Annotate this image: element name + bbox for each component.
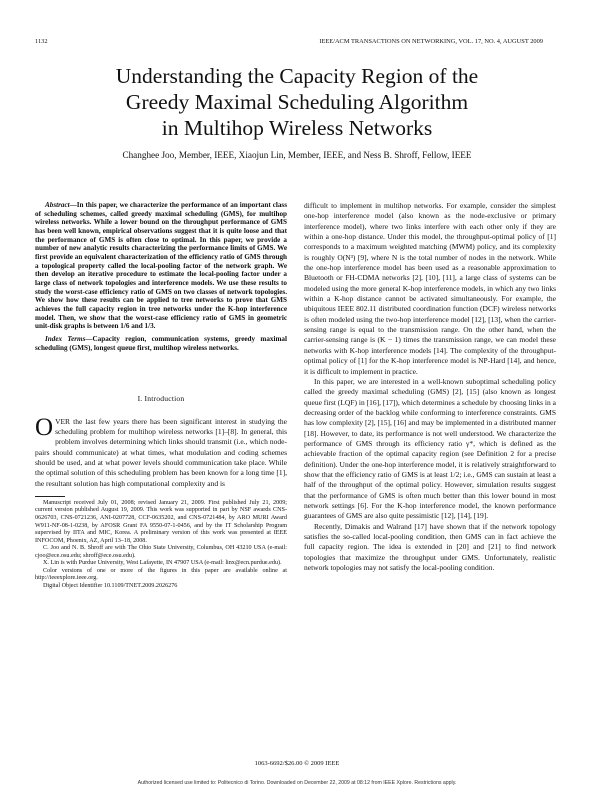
body-paragraph-3: Recently, Dimakis and Walrand [17] have shown that if the network topology satisfies the so-called local-pooling condition, then GMS can in fact achieve the full capacity region. The idea is extended in [20] and [21] to find network topologies that maximize the throughput under GMS. Unfortunately, realistic network topologies may not satisfy the local-pooling condition. bbox=[304, 521, 556, 573]
intro-paragraph bbox=[35, 413, 287, 489]
page-number: 1132 bbox=[35, 38, 48, 45]
body-paragraph-1: difficult to implement in multihop networks. For example, consider the simplest one-hop interference model (also known as the node-exclusive or primary interference model), where two links interfere with each other only if they are within a one-hop distance. Under this model, the throughput-optimal policy of [1] corresponds to a maximum weighted matching (MWM) policy, and its complexity is roughly O(N³) [9], where N is the total number of nodes in the network. While the one-hop interference model has been used as a reasonable approximation to Bluetooth or FH-CDMA networks [2], [10], [11], a large class of systems can be modeled using the more general K-hop interference models, in which any two links within a K-hop distance cannot be activated simultaneously. For example, the ubiquitous IEEE 802.11 distributed coordination function (DCF) wireless networks is often modeled using the two-hop interference model [12], [13], when the carrier-sensing range is equal to the transmission range. On the other hand, when the carrier-sensing range is (K − 1) times the transmission range, we can model these networks with K-hop interference models [14]. The complexity of the throughput-optimal policy of [1] for the K-hop interference model is NP-Hard [14], and hence, it is difficult to implement in practice. bbox=[304, 201, 556, 376]
index-terms bbox=[35, 335, 287, 352]
section-heading-introduction: I. Introduction bbox=[137, 394, 185, 404]
journal-header: IEEE/ACM TRANSACTIONS ON NETWORKING, VOL. 17, NO. 4, AUGUST 2009 bbox=[319, 38, 543, 45]
abstract bbox=[35, 201, 287, 331]
footnote-color-versions: Color versions of one or more of the figures in this paper are available online at http://ieeexplore.ieee.org. bbox=[35, 567, 287, 582]
body-paragraph-2: In this paper, we are interested in a well-known suboptimal scheduling policy called the greedy maximal scheduling (GMS) [2], [15] (also known as longest queue first (LQF) in [16], [17]), which determines a schedule by choosing links in a decreasing order of the backlog while conforming to interference constraints. GMS has low complexity [2], [15], [16] and may be implemented in a distributed manner [18]. However, to date, its performance is not well understood. We characterize the performance of GMS through its efficiency ratio γ*, which is defined as the achievable fraction of the optimal capacity region (see Definition 2 for a precise definition). Under the one-hop interference model, it is relatively straightforward to show that the efficiency ratio of GMS is at least 1/2; i.e., GMS can sustain at least a half of the throughput of the optimal policy. However, simulation results suggest that the performance of GMS is often much better than this lower bound in most network settings [6]. For the K-hop interference model, the known performance guarantees of GMS are also quite pessimistic [12], [14], [19]. bbox=[304, 376, 556, 521]
footnote-affiliation-purdue: X. Lin is with Purdue University, West Lafayette, IN 47907 USA (e-mail: linx@ecn.purdue.edu). bbox=[43, 560, 282, 567]
title-line-2: Greedy Maximal Scheduling Algorithm bbox=[125, 90, 469, 114]
drop-cap: O bbox=[35, 413, 54, 441]
paper-title bbox=[0, 63, 594, 141]
abstract-text: In this paper, we characterize the performance of an important class of scheduling schemes, called greedy maximal scheduling (GMS), for multihop wireless networks. While a lower bound on the throughput performance of GMS has been well known, empirical observations suggest that it is quite loose and that the performance of GMS is often close to optimal. In this paper, we provide a number of new analytic results characterizing the performance limits of GMS. We first provide an equivalent characterization of the efficiency ratio of GMS through a topological property called the local-pooling factor of the network graph. We then develop an iterative procedure to estimate the local-pooling factor under a large class of network topologies and interference models. We use these results to study the worst-case efficiency ratio of GMS on two classes of network topologies. We show how these results can be applied to tree networks to prove that GMS achieves the full capacity region in tree networks under the K-hop interference model. Then, we show that the worst-case efficiency ratio of GMS in geometric unit-disk graphs is between 1/6 and 1/3. bbox=[35, 201, 287, 331]
intro-text: VER the last few years there has been significant interest in studying the scheduling problem for multihop wireless networks [1]–[8]. In general, this problem involves determining which links should transmit (i.e., which node-pairs should communicate) at what times, what modulation and coding schemes should be used, and at what power levels should communication take place. While the optimal solution of this scheduling problem has been known for a long time [1], the resultant solution has high computational complexity and is bbox=[35, 416, 287, 488]
right-column bbox=[304, 201, 556, 573]
footnote-manuscript: Manuscript received July 01, 2008; revised January 21, 2009. First published July 21, 2009; current version published August 19, 2009. This work was supported in part by NSF awards CNS-0626703, CNS-0721236, ANI-0207728, CCF-0635202, and CNS-0721484, by ARO MURI Award W911-NF-08-1-0238, by AFOSR Grant FA 9550-07-1-0456, and by the IT Scholarship Program supervised by IITA and MIC, Korea. A preliminary version of this work was presented at IEEE INFOCOM, Phoenix, AZ, April 13–18, 2008. bbox=[35, 499, 287, 544]
title-line-3: in Multihop Wireless Networks bbox=[161, 116, 433, 140]
footnote-doi: Digital Object Identifier 10.1109/TNET.2009.2026276 bbox=[43, 582, 178, 589]
license-notice: Authorized licensed use limited to: Politecnico di Torino. Downloaded on December 22, 2009 at 08:12 from IEEE Xplore. Restrictions apply. bbox=[137, 780, 457, 786]
abstract-label: Abstract— bbox=[45, 201, 77, 209]
copyright-footer: 1063-6692/$26.00 © 2009 IEEE bbox=[254, 760, 340, 767]
index-terms-text: Capacity region, communication systems, greedy maximal scheduling (GMS), longest queue first, multihop wireless networks. bbox=[35, 334, 287, 352]
footnote-affiliation-osu: C. Joo and N. B. Shroff are with The Ohio State University, Columbus, OH 43210 USA (e-mail: cjoo@ece.osu.edu; shroff@ece.osu.edu). bbox=[35, 545, 287, 559]
left-column bbox=[35, 201, 287, 590]
title-line-1: Understanding the Capacity Region of the bbox=[115, 64, 479, 88]
index-terms-label: Index Terms— bbox=[45, 334, 93, 343]
author-list: Changhee Joo, Member, IEEE, Xiaojun Lin, Member, IEEE, and Ness B. Shroff, Fellow, IEEE bbox=[122, 150, 472, 160]
footnote-rule bbox=[35, 496, 65, 497]
